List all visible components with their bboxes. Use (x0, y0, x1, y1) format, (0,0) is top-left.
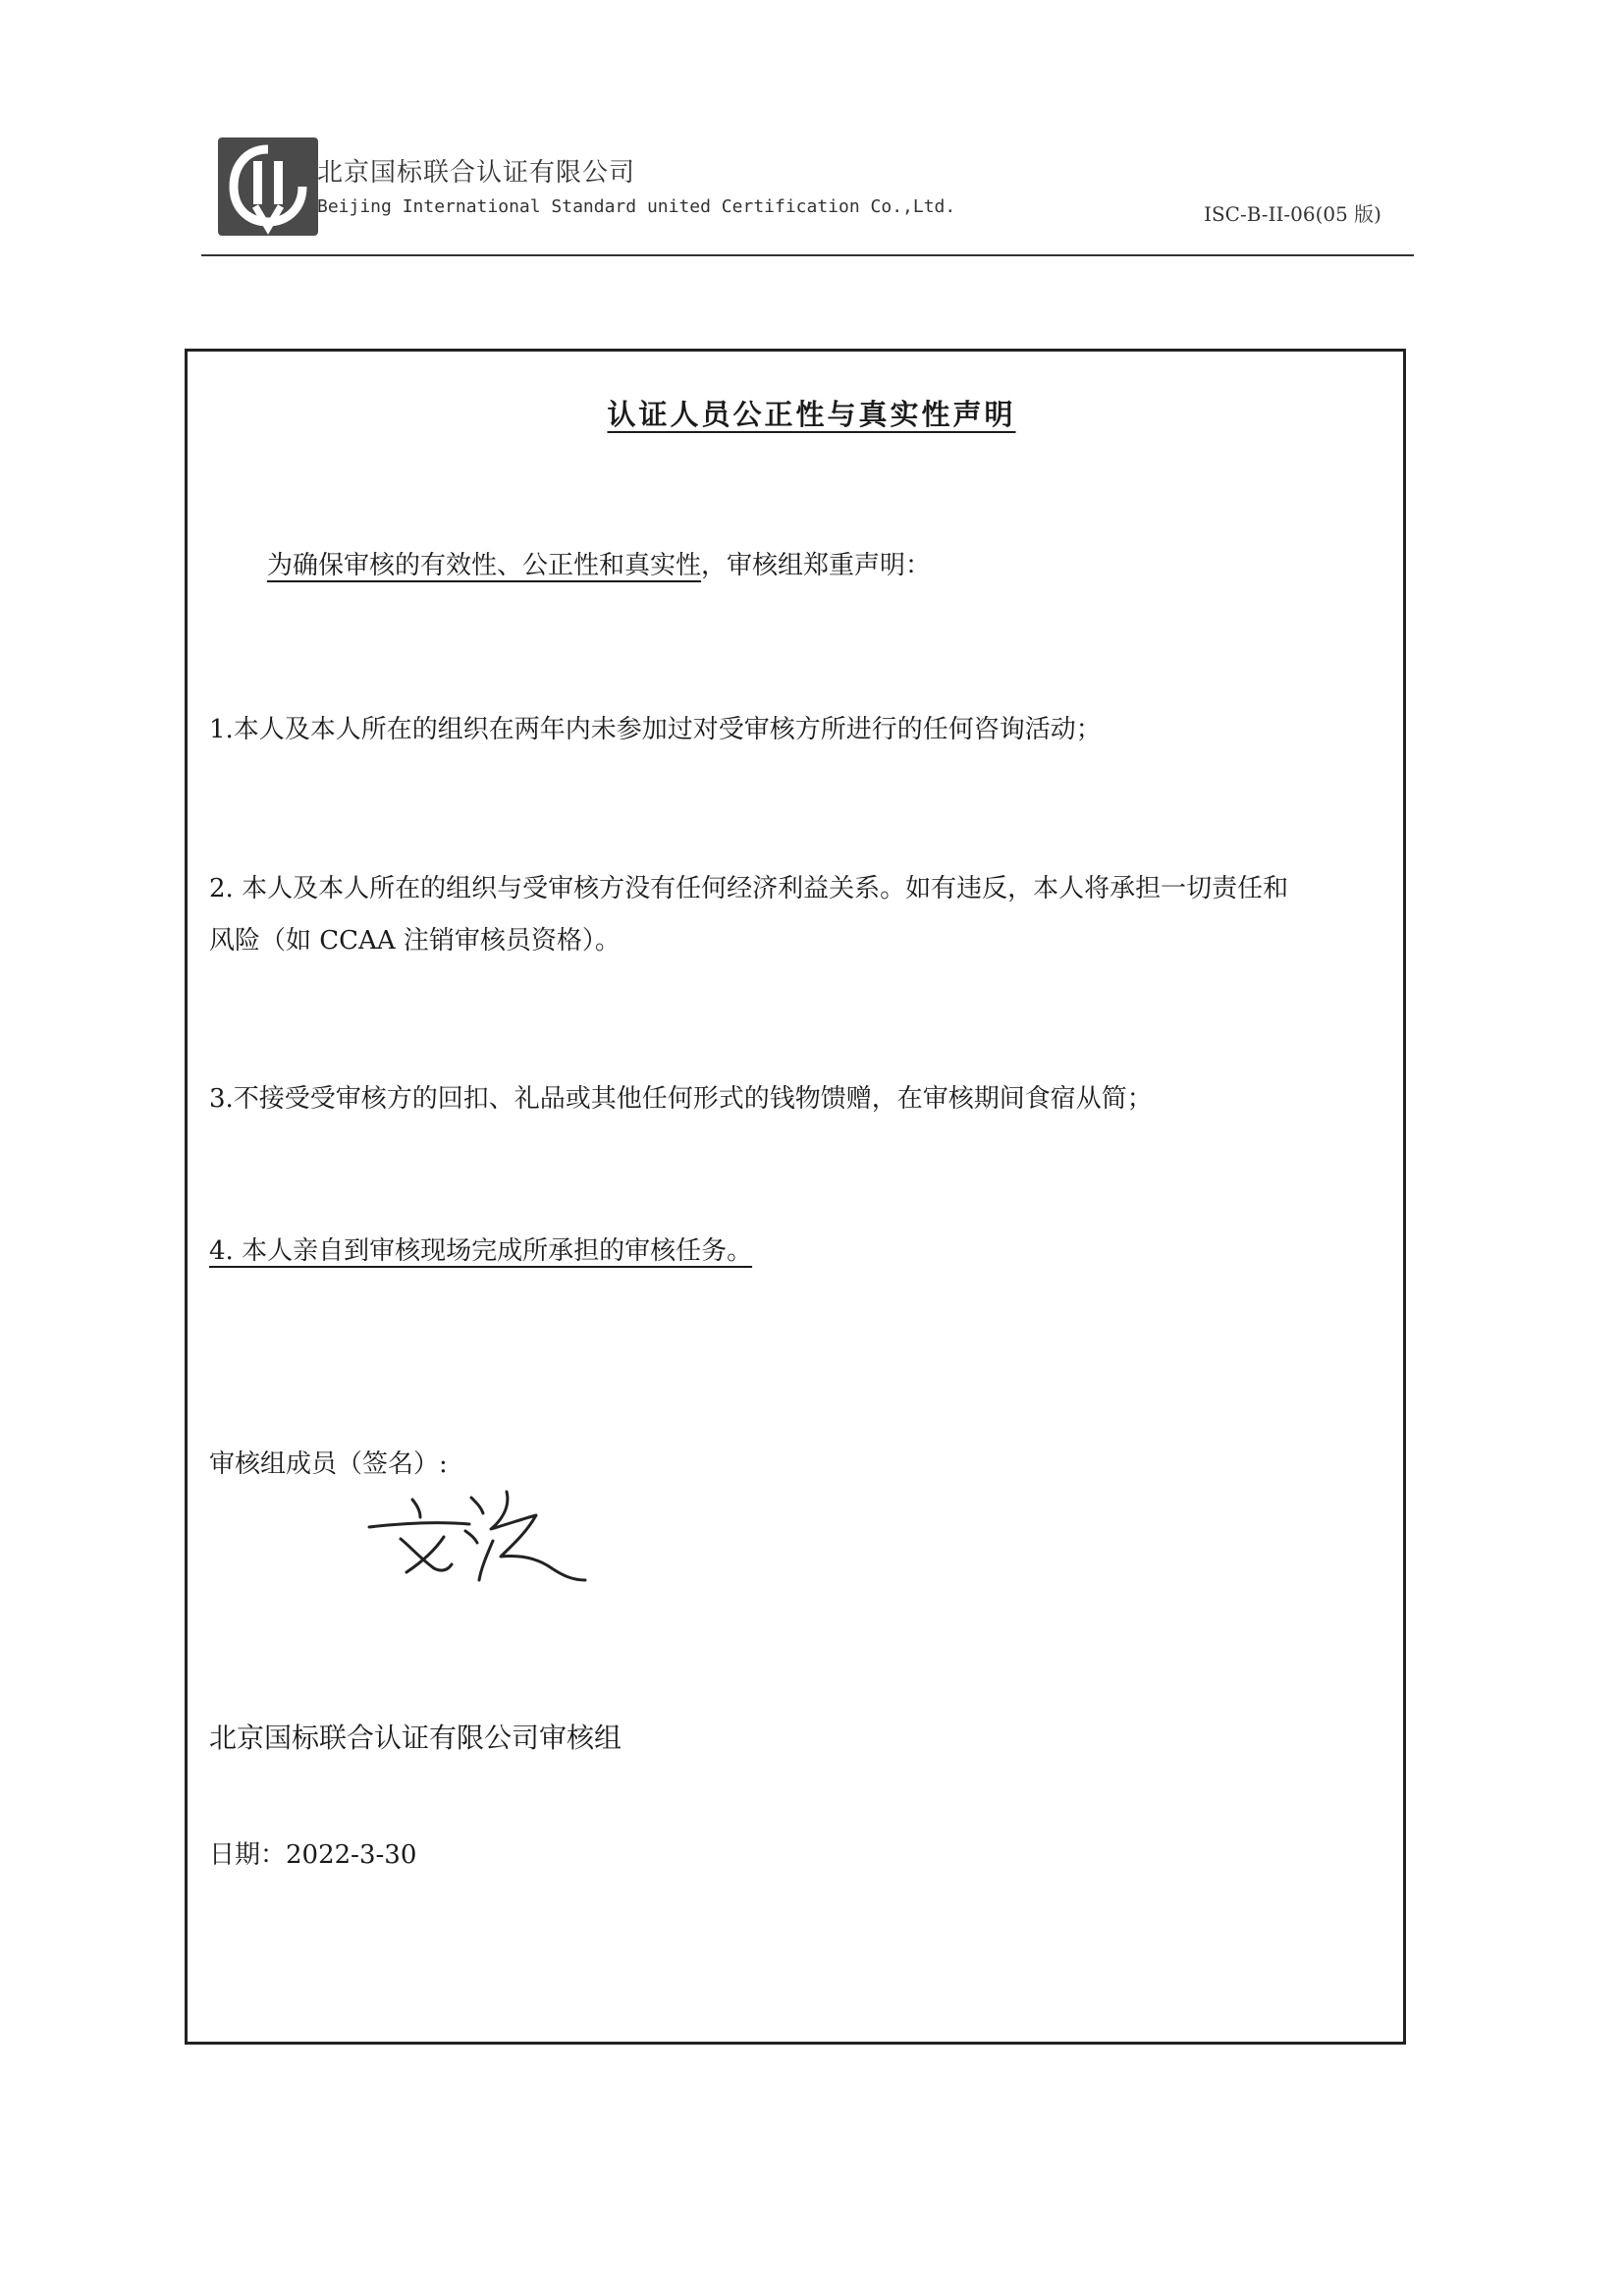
declaration-intro (267, 545, 931, 581)
isc-logo-icon (216, 136, 320, 238)
handwritten-signature (363, 1478, 589, 1596)
document-code: ISC-B-II-06(05 版) (1204, 202, 1381, 226)
audit-team-organization: 北京国标联合认证有限公司审核组 (209, 1722, 622, 1754)
date-line (209, 1834, 416, 1871)
declaration-item-2-line-1: 2. 本人及本人所在的组织与受审核方没有任何经济利益关系。如有违反，本人将承担一切责任和 (209, 874, 1289, 903)
declaration-item-2-line-2: 风险（如 CCAA 注销审核员资格）。 (209, 926, 621, 956)
date-label: 日期： (209, 1840, 287, 1870)
intro-underlined: 为确保审核的有效性、公正性和真实性 (267, 551, 702, 580)
document-header (201, 128, 1419, 255)
declaration-item-1: 1.本人及本人所在的组织在两年内未参加过对受审核方所进行的任何咨询活动； (209, 715, 1102, 744)
header-divider (201, 254, 1414, 256)
company-name-en: Beijing International Standard united Certification Co.,Ltd. (317, 196, 956, 217)
declaration-frame (185, 349, 1406, 2045)
intro-rest: ，审核组郑重声明： (701, 551, 932, 580)
declaration-item-4: 4. 本人亲自到审核现场完成所承担的审核任务。 (209, 1236, 753, 1266)
declaration-item-3: 3.不接受受审核方的回扣、礼品或其他任何形式的钱物馈赠，在审核期间食宿从简； (209, 1084, 1153, 1114)
date-value: 2022-3-30 (286, 1840, 417, 1870)
company-name-cn: 北京国标联合认证有限公司 (317, 158, 636, 188)
declaration-title: 认证人员公正性与真实性声明 (607, 398, 1016, 431)
members-signature-label: 审核组成员（签名）: (209, 1449, 448, 1479)
